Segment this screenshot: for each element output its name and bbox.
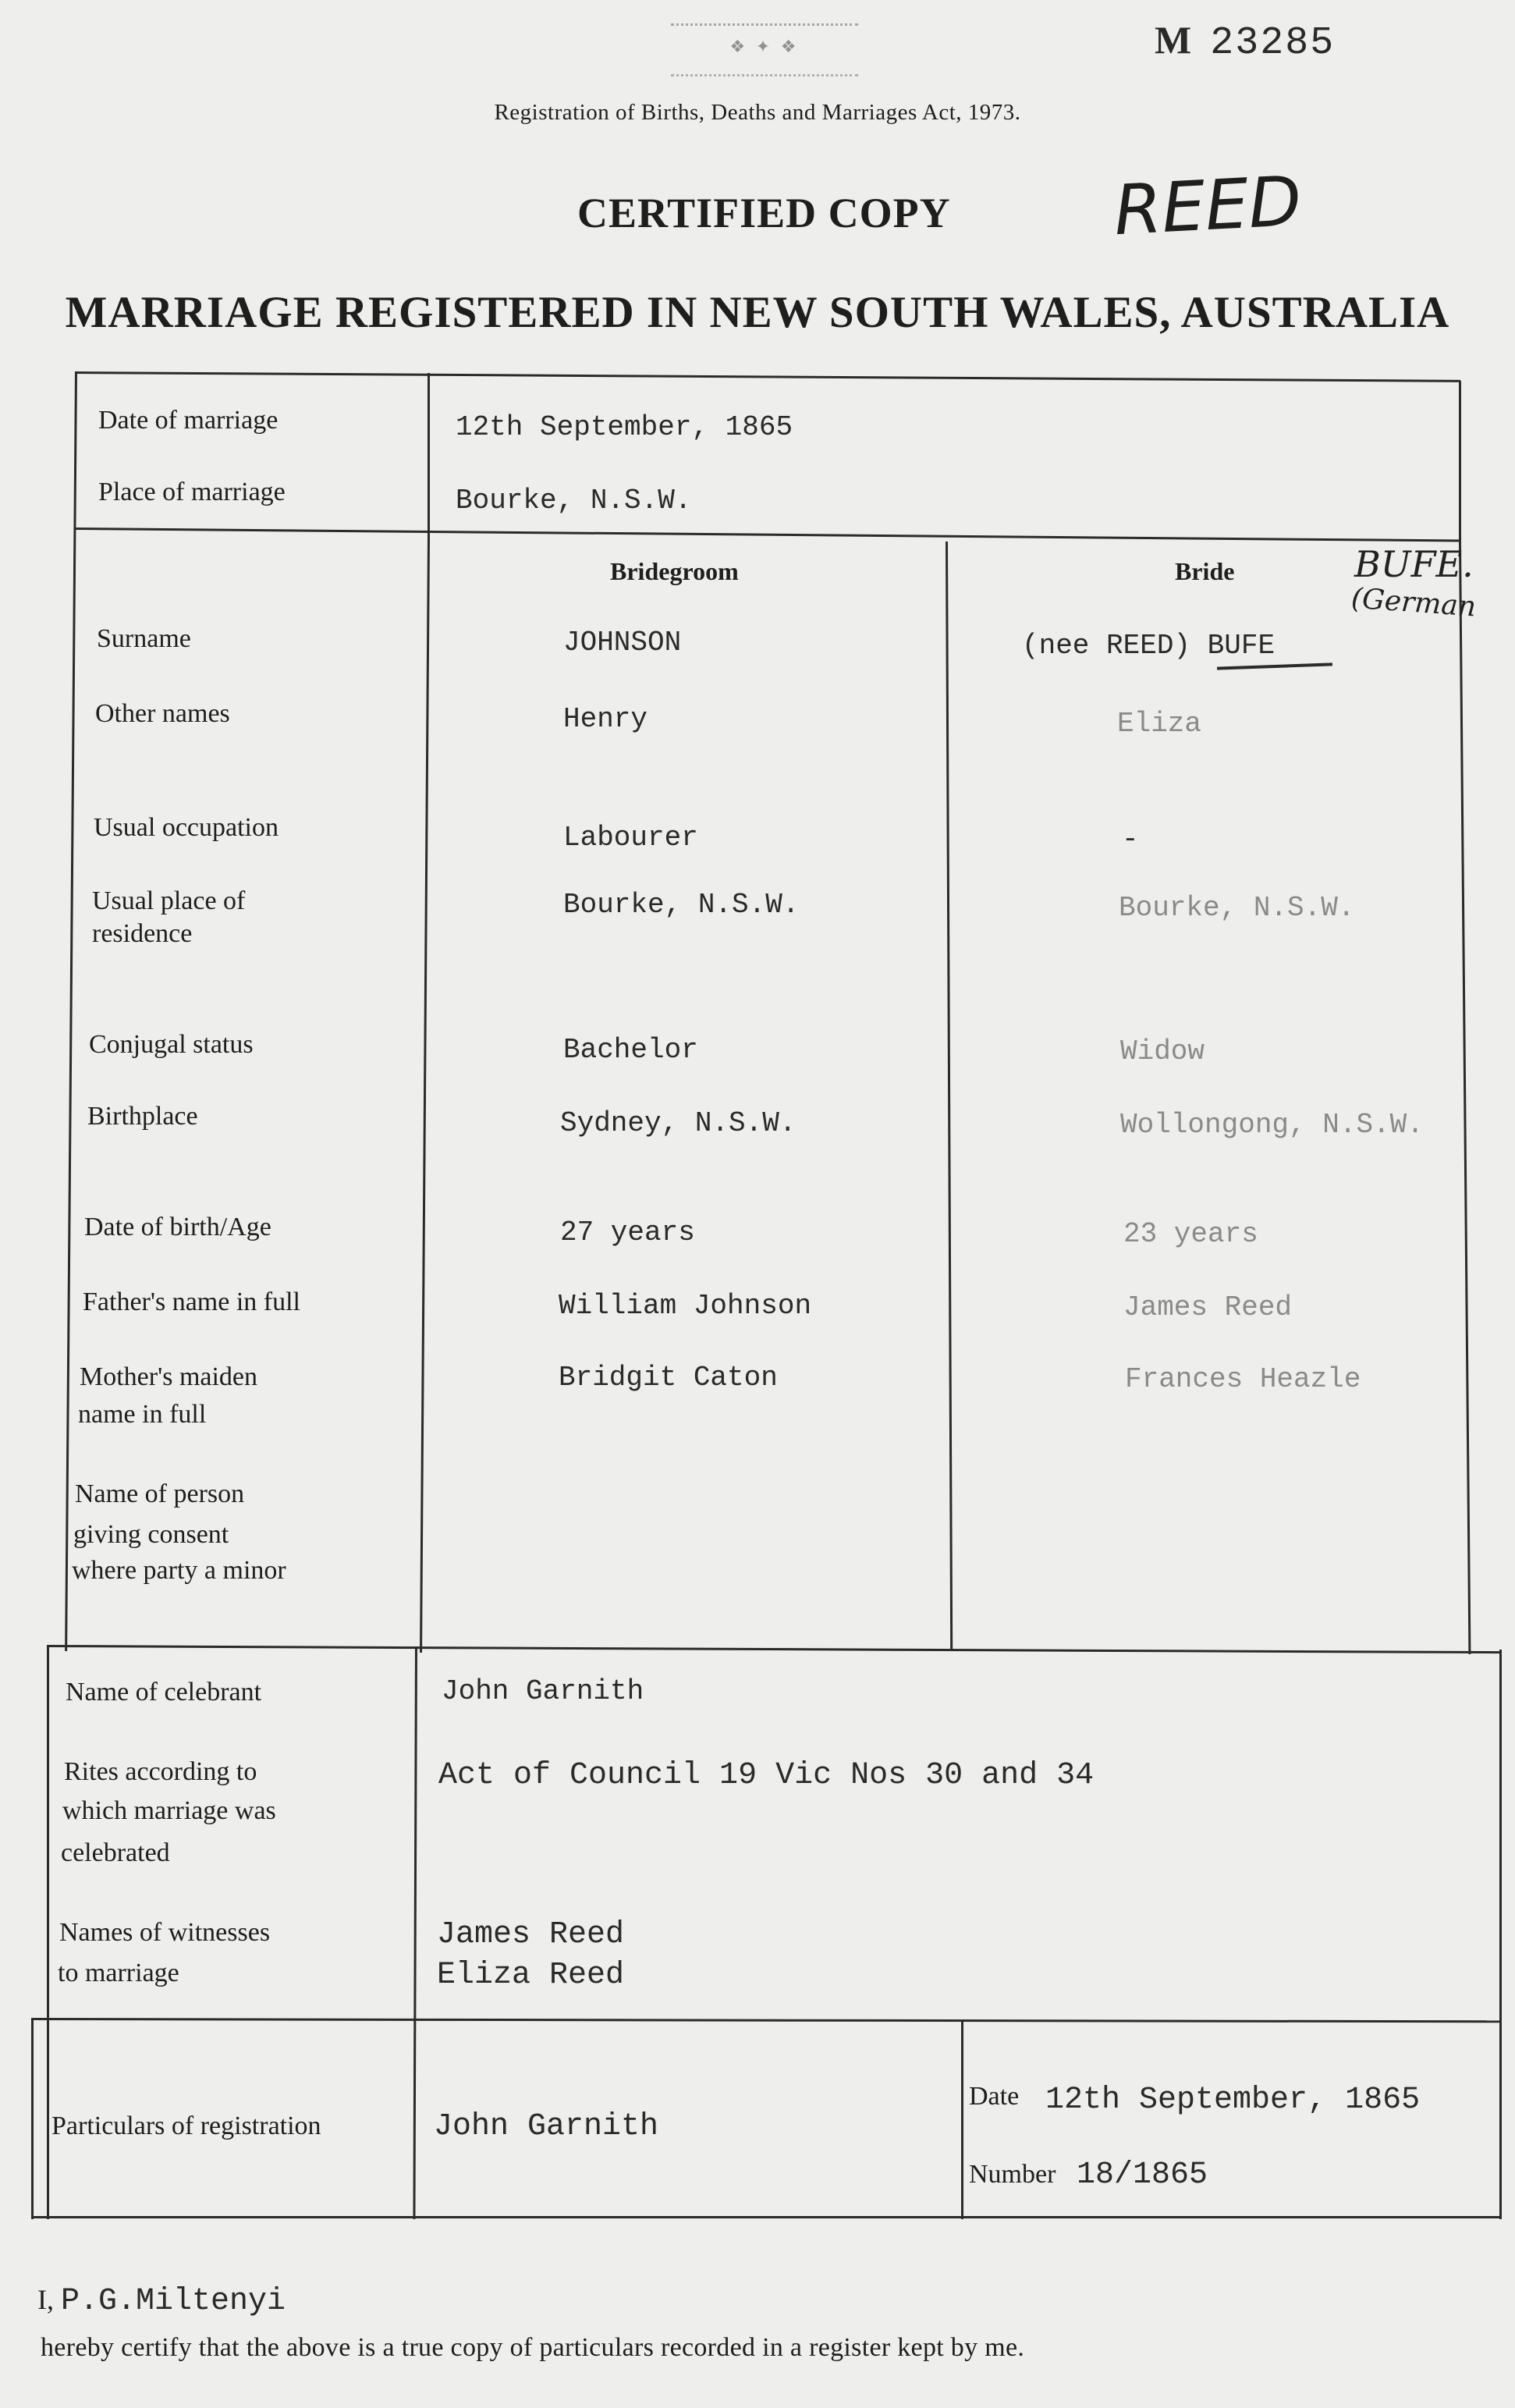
rites-label-line2: which marriage was [62,1796,276,1825]
father-label: Father's name in full [83,1287,301,1316]
occupation-label: Usual occupation [94,813,279,842]
bridegroom-surname: JOHNSON [563,627,682,659]
surname-label: Surname [97,624,191,653]
bridegroom-birthplace: Sydney, N.S.W. [560,1107,797,1139]
mother-label-line1: Mother's maiden [80,1362,258,1391]
date-of-marriage-value: 12th September, 1865 [456,411,793,443]
bride-birthplace: Wollongong, N.S.W. [1120,1109,1424,1141]
certificate-title: CERTIFIED COPY [577,190,951,236]
bride-conjugal-status: Widow [1120,1035,1205,1067]
rule [31,2019,34,2219]
bridegroom-age: 27 years [560,1216,695,1248]
act-reference: Registration of Births, Deaths and Marriages Act, 1973. [494,100,1021,125]
bride-column-header: Bride [1175,557,1235,585]
registration-number-label: Number [969,2160,1056,2189]
celebrant-value: John Garnith [442,1675,644,1707]
registration-number-value: 18/1865 [1077,2158,1208,2193]
handwritten-reed-note: REED [1112,160,1304,251]
bride-residence: Bourke, N.S.W. [1119,892,1355,924]
birthplace-label: Birthplace [87,1102,198,1131]
rule [1459,381,1461,543]
serial-number [1155,17,1335,66]
bridegroom-column-header: Bridegroom [610,557,739,585]
seal-mark: ❖ ✦ ❖ [729,37,800,56]
rule [1499,1650,1502,2219]
mother-label-line2: name in full [78,1400,207,1429]
witness-2: Eliza Reed [437,1958,625,1993]
witnesses-label-line2: to marriage [58,1959,179,1987]
rites-value: Act of Council 19 Vic Nos 30 and 34 [438,1758,1095,1793]
bridegroom-residence: Bourke, N.S.W. [563,889,800,921]
rule [47,1646,49,2219]
bridegroom-conjugal-status: Bachelor [563,1034,698,1066]
rites-label-line3: celebrated [61,1838,170,1867]
bride-mother: Frances Heazle [1125,1363,1361,1395]
bridegroom-occupation: Labourer [563,822,698,854]
handwritten-german-note: (German [1350,582,1478,623]
certifier-prefix: I, [37,2284,54,2315]
bride-age: 23 years [1123,1218,1258,1250]
handwritten-bufe-note: BUFE. [1354,543,1474,585]
residence-label-line2: residence [92,919,193,948]
serial-prefix: M [1155,18,1194,62]
certifier-line [37,2283,286,2319]
consent-label-line1: Name of person [75,1479,245,1508]
date-of-marriage-label: Date of marriage [98,406,279,435]
certification-statement: hereby certify that the above is a true copy of particulars recorded in a register kept by me. [41,2333,1025,2362]
place-of-marriage-label: Place of marriage [98,478,286,506]
rule [31,2216,1501,2218]
bride-surname: (nee REED) BUFE [1022,630,1276,662]
registry-seal [671,23,858,76]
conjugal-status-label: Conjugal status [89,1030,254,1059]
bride-other-names: Eliza [1117,708,1202,740]
age-label: Date of birth/Age [84,1213,271,1241]
celebrant-label: Name of celebrant [66,1678,262,1707]
registration-date-value: 12th September, 1865 [1045,2083,1421,2118]
registrar-value: John Garnith [434,2109,659,2144]
certifier-name: P.G.Miltenyi [61,2284,286,2319]
bridegroom-mother: Bridgit Caton [559,1362,778,1394]
registration-label: Particulars of registration [51,2111,321,2140]
marriage-title: MARRIAGE REGISTERED IN NEW SOUTH WALES, AUSTRALIA [65,288,1450,337]
bride-occupation: - [1122,823,1139,855]
rites-label-line1: Rites according to [64,1757,257,1786]
bridegroom-other-names: Henry [563,703,648,735]
residence-label-line1: Usual place of [92,886,246,915]
registration-date-label: Date [969,2082,1020,2111]
serial-digits: 23285 [1210,21,1336,66]
rule [961,2019,963,2219]
consent-label-line2: giving consent [73,1520,229,1549]
other-names-label: Other names [95,699,230,728]
rule [428,373,430,538]
witness-1: James Reed [437,1917,625,1952]
bridegroom-father: William Johnson [559,1290,812,1322]
witnesses-label-line1: Names of witnesses [59,1918,271,1947]
consent-label-line3: where party a minor [72,1556,286,1585]
place-of-marriage-value: Bourke, N.S.W. [456,485,692,517]
bride-father: James Reed [1123,1291,1293,1323]
